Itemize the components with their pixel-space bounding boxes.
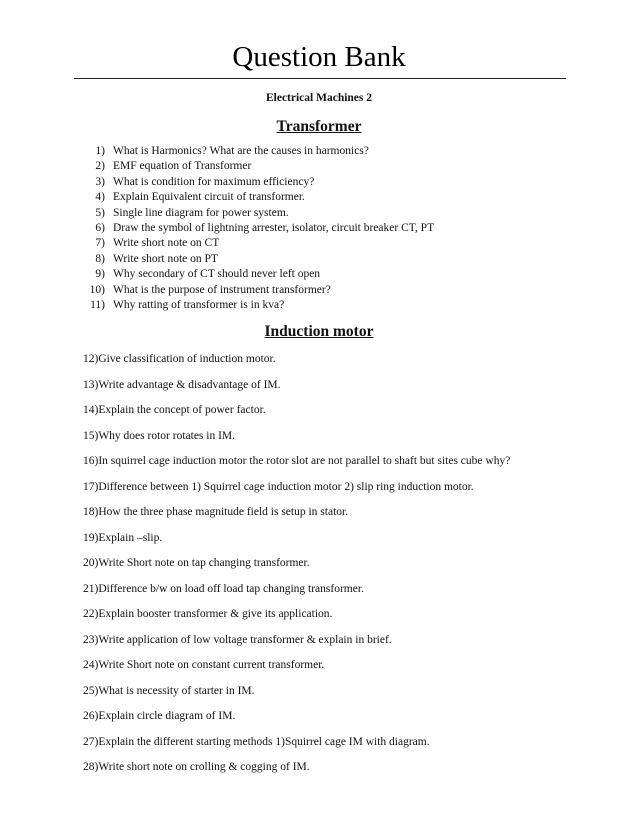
item-number: 4): [95, 191, 105, 204]
item-text: Explain Equivalent circuit of transformer.: [113, 191, 305, 204]
list-item: [0, 252, 638, 267]
item-number: 1): [95, 145, 105, 157]
item-number: 8): [95, 252, 105, 265]
item-number: 11): [90, 298, 105, 311]
item-text: What is the purpose of instrument transformer?: [113, 283, 331, 296]
list-item: [0, 236, 638, 251]
list-item: 27)Explain the different starting methods 1)Squirrel cage IM with diagram.: [83, 735, 430, 748]
item-number: 10): [89, 283, 105, 296]
list-item: 23)Write application of low voltage transformer & explain in brief.: [83, 633, 392, 646]
item-text: EMF equation of Transformer: [113, 160, 252, 173]
item-text: Why ratting of transformer is in kva?: [113, 298, 285, 311]
list-item: 20)Write Short note on tap changing transformer.: [83, 557, 310, 569]
list-item: 13)Write advantage & disadvantage of IM.: [83, 378, 281, 391]
page-title: Question Bank: [232, 41, 406, 73]
list-item: 26)Explain circle diagram of IM.: [83, 710, 236, 722]
item-text: Single line diagram for power system.: [113, 206, 289, 219]
item-text: Write short note on CT: [113, 237, 220, 250]
list-item: 24)Write Short note on constant current transformer.: [83, 659, 325, 671]
section-heading-transformer: Transformer: [276, 118, 362, 135]
list-item: 14)Explain the concept of power factor.: [83, 404, 266, 416]
item-number: 6): [95, 221, 105, 234]
list-item: [0, 190, 638, 205]
title-divider: [74, 78, 566, 79]
list-item: [0, 267, 638, 282]
list-item: 18)How the three phase magnitude field is setup in stator.: [83, 506, 349, 518]
item-number: 9): [95, 268, 105, 281]
list-item: [0, 159, 638, 174]
list-item: 17)Difference between 1) Squirrel cage induction motor 2) slip ring induction motor.: [83, 480, 474, 493]
item-text: Why secondary of CT should never left open: [113, 268, 321, 281]
list-item: [0, 175, 638, 190]
induction-motor-question-list: [83, 352, 583, 786]
item-text: Draw the symbol of lightning arrester, isolator, circuit breaker CT, PT: [113, 221, 435, 234]
section-heading-induction-motor: Induction motor: [264, 323, 374, 340]
item-text: Write short note on PT: [113, 252, 218, 265]
item-number: 5): [95, 206, 105, 219]
list-item: [0, 283, 638, 298]
list-item: 22)Explain booster transformer & give its application.: [83, 608, 333, 620]
list-item: 21)Difference b/w on load off load tap changing transformer.: [83, 582, 364, 595]
list-item: [0, 221, 638, 236]
item-number: 2): [95, 160, 105, 173]
page-subtitle: Electrical Machines 2: [265, 92, 373, 104]
list-item: 28)Write short note on crolling & cogging of IM.: [83, 761, 310, 773]
list-item: 25)What is necessity of starter in IM.: [83, 684, 255, 697]
list-item: 19)Explain –slip.: [83, 531, 163, 544]
list-item: 15)Why does rotor rotates in IM.: [83, 429, 236, 442]
list-item: [0, 298, 638, 313]
list-item: 12)Give classification of induction motor.: [83, 353, 276, 365]
transformer-question-list: [0, 144, 638, 313]
item-text: What is Harmonics? What are the causes in harmonics?: [113, 145, 369, 157]
item-number: 7): [95, 237, 105, 250]
list-item: [0, 144, 638, 159]
item-number: 3): [95, 175, 105, 188]
list-item: 16)In squirrel cage induction motor the rotor slot are not parallel to shaft but sites cube why?: [83, 455, 511, 467]
list-item: [0, 206, 638, 221]
item-text: What is condition for maximum efficiency?: [113, 175, 315, 188]
